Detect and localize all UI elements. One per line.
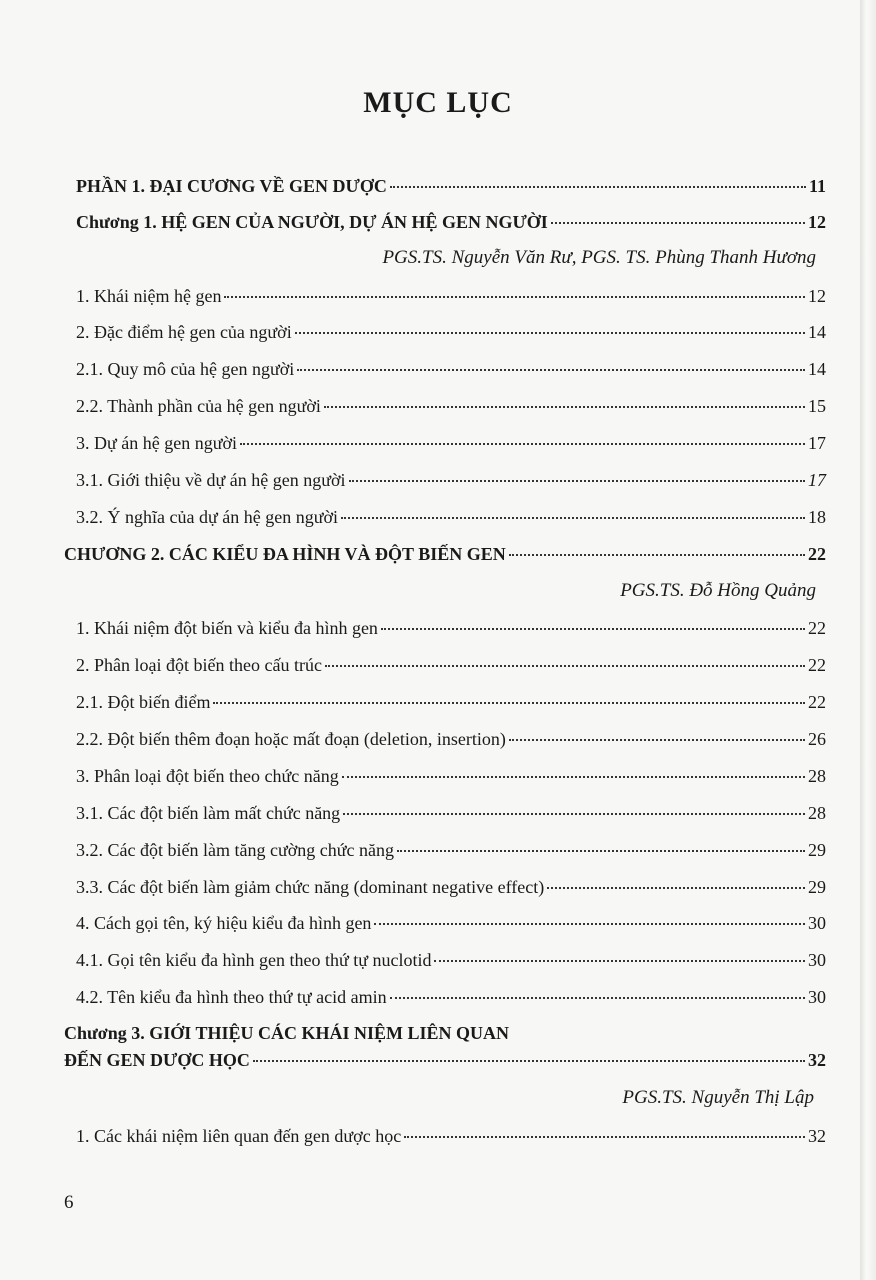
toc-label: 2.2. Thành phần của hệ gen người: [76, 396, 321, 416]
toc-entry[interactable]: [76, 1125, 826, 1147]
toc-page: 14: [808, 359, 826, 379]
toc-entry[interactable]: [76, 469, 826, 491]
toc-label: 2.2. Đột biến thêm đoạn hoặc mất đoạn (deletion, insertion): [76, 729, 506, 749]
toc-entry[interactable]: [76, 358, 826, 380]
dot-leader: [551, 222, 805, 224]
dot-leader: [297, 369, 805, 371]
toc-label: 2.1. Quy mô của hệ gen người: [76, 359, 295, 379]
toc-entry[interactable]: [76, 506, 826, 528]
toc-entry-chapter-1[interactable]: [76, 211, 826, 233]
toc-page: 28: [808, 766, 826, 786]
dot-leader: [509, 554, 805, 556]
toc-label: 4. Cách gọi tên, ký hiệu kiểu đa hình gen: [76, 913, 372, 933]
toc-label: ĐẾN GEN DƯỢC HỌC: [64, 1050, 250, 1070]
chapter-2-authors: PGS.TS. Đỗ Hồng Quảng: [620, 580, 816, 601]
toc-page: 22: [808, 655, 826, 675]
dot-leader: [342, 776, 805, 778]
toc-entry[interactable]: [76, 691, 826, 713]
toc-page: 14: [808, 322, 826, 342]
toc-page: 28: [808, 803, 826, 823]
toc-label: 3.1. Các đột biến làm mất chức năng: [76, 803, 341, 823]
toc-entry[interactable]: [76, 912, 826, 934]
toc-page: 17: [808, 470, 826, 490]
toc-page: 22: [808, 618, 826, 638]
toc-label: PHẦN 1. ĐẠI CƯƠNG VỀ GEN DƯỢC: [76, 176, 387, 196]
toc-label: 2. Phân loại đột biến theo cấu trúc: [76, 655, 322, 675]
toc-entry[interactable]: [76, 617, 826, 639]
toc-entry[interactable]: [76, 395, 826, 417]
toc-label: 4.2. Tên kiểu đa hình theo thứ tự acid amin: [76, 987, 387, 1007]
dot-leader: [390, 186, 806, 188]
toc-entry[interactable]: [76, 986, 826, 1008]
toc-page: 29: [808, 877, 826, 897]
toc-label: 3. Phân loại đột biến theo chức năng: [76, 766, 339, 786]
dot-leader: [397, 850, 805, 852]
toc-entry-chapter-2[interactable]: [64, 543, 826, 565]
toc-entry[interactable]: [76, 728, 826, 750]
toc-label: 3.3. Các đột biến làm giảm chức năng (dominant negative effect): [76, 877, 545, 897]
toc-page: 17: [808, 433, 826, 453]
toc-label: 3.2. Các đột biến làm tăng cường chức năng: [76, 840, 394, 860]
toc-page: 32: [808, 1050, 826, 1070]
toc-page: 12: [808, 212, 826, 232]
chapter-3-authors: PGS.TS. Nguyễn Thị Lập: [622, 1087, 814, 1108]
toc-page: 30: [808, 987, 826, 1007]
toc-entry[interactable]: [76, 876, 826, 898]
toc-page: 22: [808, 692, 826, 712]
dot-leader: [349, 480, 806, 482]
toc-page: 15: [808, 396, 826, 416]
toc-entry[interactable]: [76, 765, 826, 787]
dot-leader: [253, 1060, 805, 1062]
toc-label: 3.2. Ý nghĩa của dự án hệ gen người: [76, 507, 338, 527]
toc-label: 2.1. Đột biến điểm: [76, 692, 211, 712]
toc-entry[interactable]: [76, 654, 826, 676]
toc-entry[interactable]: [76, 432, 826, 454]
toc-page: 12: [808, 286, 826, 306]
toc-label: Chương 1. HỆ GEN CỦA NGƯỜI, DỰ ÁN HỆ GEN NGƯỜI: [76, 212, 548, 232]
toc-page: 22: [808, 544, 826, 564]
dot-leader: [240, 443, 805, 445]
page-number: 6: [64, 1192, 74, 1213]
toc-page: 26: [808, 729, 826, 749]
toc-entry[interactable]: [76, 802, 826, 824]
dot-leader: [547, 887, 805, 889]
dot-leader: [343, 813, 805, 815]
toc-label: 1. Khái niệm hệ gen: [76, 286, 222, 306]
dot-leader: [213, 702, 805, 704]
chapter-1-authors: PGS.TS. Nguyễn Văn Rư, PGS. TS. Phùng Thanh Hương: [382, 247, 816, 268]
dot-leader: [381, 628, 805, 630]
dot-leader: [390, 997, 805, 999]
toc-entry-chapter-3-line-1[interactable]: Chương 3. GIỚI THIỆU CÁC KHÁI NIỆM LIÊN QUAN: [64, 1023, 510, 1043]
toc-entry[interactable]: [76, 839, 826, 861]
toc-label: 3. Dự án hệ gen người: [76, 433, 237, 453]
dot-leader: [374, 923, 805, 925]
dot-leader: [325, 665, 805, 667]
dot-leader: [404, 1136, 805, 1138]
toc-label: 1. Các khái niệm liên quan đến gen dược học: [76, 1126, 402, 1146]
toc-page: 30: [808, 913, 826, 933]
dot-leader: [324, 406, 805, 408]
page-edge: [860, 0, 876, 1280]
toc-page: 18: [808, 507, 826, 527]
toc-page: 11: [808, 176, 826, 196]
toc-entry[interactable]: [76, 949, 826, 971]
toc-label: 2. Đặc điểm hệ gen của người: [76, 322, 292, 342]
toc-label: 3.1. Giới thiệu về dự án hệ gen người: [76, 470, 346, 490]
toc-entry-chapter-3[interactable]: [64, 1049, 826, 1071]
toc-label: 4.1. Gọi tên kiểu đa hình gen theo thứ tự nuclotid: [76, 950, 432, 970]
toc-page: 32: [808, 1126, 826, 1146]
toc-entry[interactable]: [76, 285, 826, 307]
dot-leader: [434, 960, 805, 962]
toc-page: 29: [808, 840, 826, 860]
toc-entry[interactable]: [76, 321, 826, 343]
toc-entry-part-1[interactable]: [76, 175, 826, 197]
dot-leader: [341, 517, 805, 519]
toc-label: 1. Khái niệm đột biến và kiểu đa hình gen: [76, 618, 378, 638]
page-title: MỤC LỤC: [363, 86, 513, 119]
toc-label: CHƯƠNG 2. CÁC KIỂU ĐA HÌNH VÀ ĐỘT BIẾN GEN: [64, 544, 506, 564]
dot-leader: [509, 739, 805, 741]
dot-leader: [295, 332, 805, 334]
toc-page: 30: [808, 950, 826, 970]
dot-leader: [224, 296, 805, 298]
